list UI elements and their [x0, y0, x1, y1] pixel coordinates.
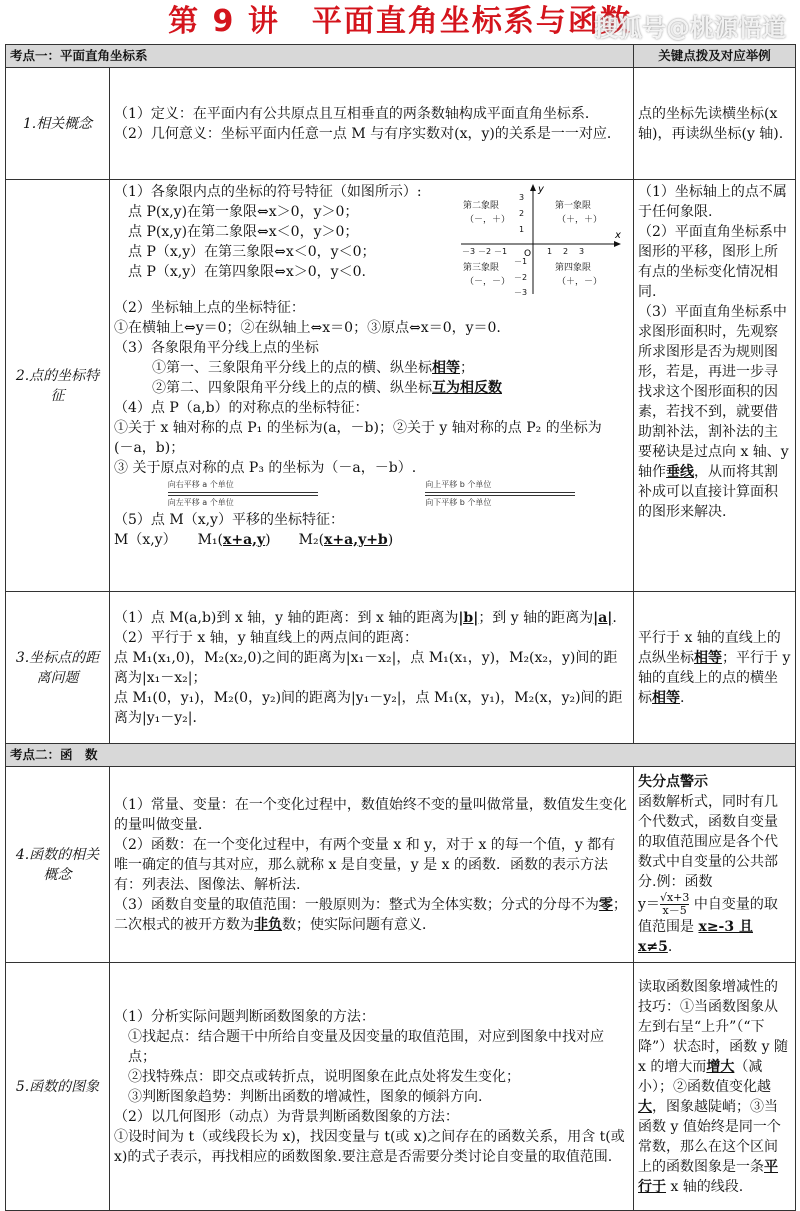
svg-text:2: 2 [519, 209, 525, 218]
right-column-header: 关键点拨及对应举例 [634, 45, 796, 68]
watermark: 搜狐号@桃源悟道 [594, 14, 786, 42]
svg-text:－3: －3 [462, 247, 476, 256]
quadrant4-rule: 点 P（x,y）在第四象限⇔x＞0，y＜0. [128, 264, 366, 280]
row-content [110, 592, 634, 744]
row-concepts [6, 68, 796, 180]
bisector-heading: （3）各象限角平分线上点的坐标 [114, 340, 319, 356]
translation-heading: （5）点 M（x,y）平移的坐标特征： [114, 512, 344, 528]
graph-step-1: ①找起点：结合题干中所给自变量及因变量的取值范围，对应到图象中找对应点； [128, 1028, 604, 1065]
translation-example: M（x,y） M₁(x+a,y) M₂(x+a,y+b) [114, 532, 394, 548]
quadrant2-rule: 点 P(x,y)在第二象限⇔x＜0，y＞0； [128, 224, 359, 240]
svg-text:3: 3 [519, 193, 525, 202]
row-tip: 平行于 x 轴的直线上的点纵坐标相等；平行于 y 轴的直线上的点的横坐标相等. [634, 592, 796, 744]
quadrant3-rule: 点 P（x,y）在第三象限⇔x＜0，y＜0； [128, 244, 376, 260]
row-content [110, 68, 634, 180]
row-tip: （1）坐标轴上的点不属于任何象限. （2）平面直角坐标系中图形的平移，图形上所有点的坐标变化情况相同. （3）平面直角坐标系中求图形面积时，先观察所求图形是否为规则图形，若是，再进一步寻找求这个图形面积的因素，若找不到，就要借助割补法，割补法的主要秘诀是过点向 x 轴、y 轴作垂线，从而将其割补成可以直接计算面积的图形来解决. [634, 180, 796, 592]
vertical-shift-arrows: 向上平移 b 个单位 向下平移 b 个单位 [425, 480, 575, 508]
svg-text:－2: －2 [478, 247, 492, 256]
row-label: 5.函数的图象 [6, 963, 110, 1211]
quad1-label: 第一象限 [555, 201, 592, 211]
row-point-coordinates [6, 180, 796, 592]
row-content [110, 180, 644, 592]
section2-header: 考点二：函 数 [6, 744, 796, 767]
title-text: 第 9 讲 平面直角坐标系与函数 [168, 4, 632, 39]
row-distance [6, 592, 796, 744]
quad1-sign: （＋，＋） [557, 215, 603, 225]
row-tip [634, 767, 796, 963]
row-function-concepts [6, 767, 796, 963]
row-label: 3.坐标点的距离问题 [6, 592, 110, 744]
row-tip: 点的坐标先读横坐标(x 轴)，再读纵坐标(y 轴). [634, 68, 796, 180]
svg-text:x: x [615, 230, 621, 241]
graph-step-2: ②找特殊点：即交点或转折点，说明图象在此点处将发生变化； [128, 1068, 520, 1085]
quad4-label: 第四象限 [555, 263, 592, 273]
translation-arrows [114, 480, 629, 508]
svg-text:－2: －2 [514, 273, 528, 282]
parallel-distance-heading: （2）平行于 x 轴，y 轴直线上的两点间的距离： [114, 629, 419, 646]
bisector-rule-1: ①第一、三象限角平分线上的点的横、纵坐标相等； [152, 360, 474, 376]
svg-text:2: 2 [563, 247, 569, 256]
svg-text:3: 3 [579, 247, 585, 256]
bisector-rule-2: ②第二、四象限角平分线上的点的横、纵坐标互为相反数 [152, 380, 502, 396]
quadrant1-rule: 点 P(x,y)在第一象限⇔x＞0，y＞0； [128, 204, 359, 220]
quadrant-diagram [459, 182, 623, 298]
moving-point-heading: （2）以几何图形（动点）为背景判断函数图象的方法： [114, 1108, 459, 1125]
quad2-sign: （－，＋） [465, 215, 511, 225]
fraction: $\frac{√x+3}{x-5}$ [659, 891, 690, 917]
svg-text:1: 1 [519, 225, 525, 234]
function-definition-text: （2）函数：在一个变化过程中，有两个变量 x 和 y，对于 x 的每一个值，y 都有唯一确定的值与其对应，那么就称 x 是自变量，y 是 x 的函数．函数的表示方法有：列表法、图像法、解析法. [114, 836, 616, 893]
row-tip: 读取函数图象增减性的技巧：①当函数图象从左到右呈“上升”（“下降”）状态时，函数 y 随 x 的增大而增大（减小）；②函数值变化越大，图象越陡峭；③当函数 y 值始终是同一个常数，那么在这个区间上的函数图象是一条平行于 x 轴的线段. [634, 963, 796, 1211]
geometric-meaning-text: （2）几何意义：坐标平面内任意一点 M 与有序实数对(x，y)的关系是一一对应． [114, 125, 621, 142]
svg-text:－3: －3 [514, 288, 528, 297]
domain-rule-text: （3）函数自变量的取值范围：一般原则为：整式为全体实数；分式的分母不为零；二次根式的被开方数为非负数；使实际问题有意义． [114, 896, 627, 933]
origin-symmetry-rule: ③ 关于原点对称的点 P₃ 的坐标为（－a，－b）. [114, 460, 417, 476]
row-content [110, 767, 634, 963]
warning-body: 函数解析式，同时有几个代数式，函数自变量的取值范围应是各个代数式中自变量的公共部分.例：函数 [638, 794, 779, 890]
quad3-label: 第三象限 [463, 263, 500, 273]
svg-text:O: O [524, 249, 532, 259]
quadrant-sign-intro: （1）各象限内点的坐标的符号特征（如图所示）: [114, 184, 422, 200]
svg-text:－1: －1 [494, 247, 508, 256]
moving-point-rule: ①设时间为 t（或线段长为 x)，找因变量与 t(或 x)之间存在的函数关系，用含 t(或 x)的式子表示，再找相应的函数图象.要注意是否需要分类讨论自变量的取值范围. [114, 1128, 625, 1165]
row-function-graph [6, 963, 796, 1211]
axis-points-rule: ①在横轴上⇔y＝0；②在纵轴上⇔x＝0；③原点⇔x＝0，y＝0. [114, 320, 501, 336]
graph-step-3: ③判断图象趋势：判断出函数的增减性，图象的倾斜方向. [128, 1088, 483, 1105]
definition-text: （1）定义：在平面内有公共原点且互相垂直的两条数轴构成平面直角坐标系． [114, 105, 599, 122]
row-label: 4.函数的相关概念 [6, 767, 110, 963]
svg-text:y: y [538, 184, 544, 195]
translation-arrows-row [114, 458, 629, 478]
axis-distance-rule: （1）点 M(a,b)到 x 轴，y 轴的距离：到 x 轴的距离为|b|；到 y 轴的距离为|a|. [114, 609, 617, 626]
svg-text:－1: －1 [514, 257, 528, 266]
page-title [0, 0, 800, 44]
section2-header-row [6, 744, 796, 767]
quad2-label: 第二象限 [463, 201, 500, 211]
warning-example: y＝ $\frac{√x+3}{x-5}$ 中自变量的取值范围是 x≥-3 且 x≠5. [638, 891, 778, 955]
horizontal-distance-rule: 点 M₁(x₁,0)，M₂(x₂,0)之间的距离为|x₁－x₂|，点 M₁(x₁，y)，M₂(x₂，y)间的距离为|x₁－x₂|； [114, 649, 618, 686]
section1-header: 考点一：平面直角坐标系 [6, 45, 634, 68]
symmetry-rules: ①关于 x 轴对称的点 P₁ 的坐标为(a，－b)；②关于 y 轴对称的点 P₂ 的坐标为 (－a，b)； [114, 420, 644, 456]
symmetry-heading: （4）点 P（a,b）的对称点的坐标特征： [114, 400, 369, 416]
svg-text:1: 1 [547, 247, 553, 256]
horizontal-shift-arrows: 向右平移 a 个单位 向左平移 a 个单位 [168, 480, 318, 508]
graph-method-heading: （1）分析实际问题判断函数图象的方法： [114, 1008, 375, 1025]
vertical-distance-rule: 点 M₁(0，y₁)，M₂(0，y₂)间的距离为|y₁－y₂|，点 M₁(x，y₁)，M₂(x，y₂)间的距离为|y₁－y₂|． [114, 689, 623, 726]
warning-title: 失分点警示 [638, 774, 709, 790]
quad4-sign: （＋，－） [557, 277, 603, 287]
knowledge-table [5, 44, 796, 1211]
axis-points-heading: （2）坐标轴上点的坐标特征： [114, 300, 305, 316]
row-content [110, 963, 634, 1211]
quad3-sign: （－，－） [465, 277, 511, 287]
row-label: 1.相关概念 [6, 68, 110, 180]
row-label: 2.点的坐标特征 [6, 180, 110, 592]
section1-header-row [6, 45, 796, 68]
constant-variable-text: （1）常量、变量：在一个变化过程中，数值始终不变的量叫做常量，数值发生变化的量叫做变量． [114, 796, 627, 833]
